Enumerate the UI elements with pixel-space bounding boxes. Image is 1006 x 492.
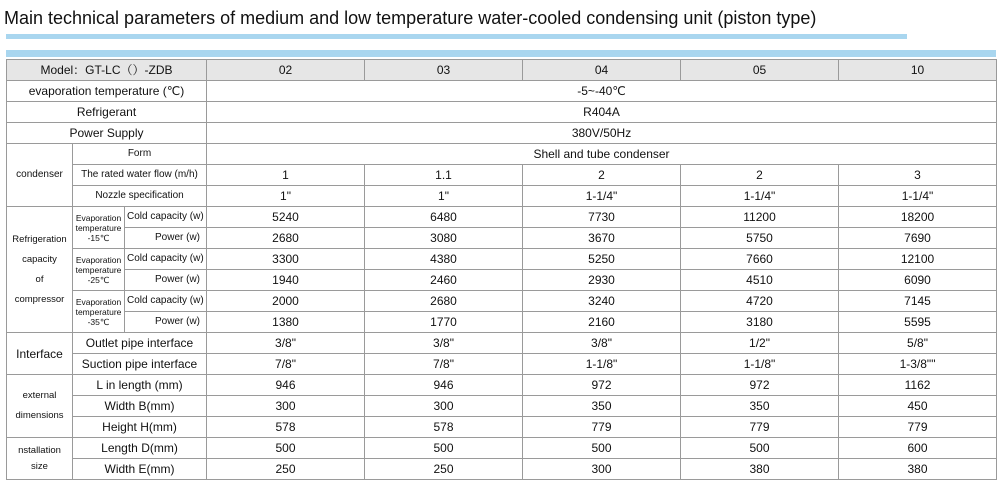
cell: 2000 [207,291,365,312]
cell: 946 [207,375,365,396]
evap-line: -25℃ [87,274,110,285]
cell: 3300 [207,249,365,270]
row-label: Suction pipe interface [73,354,207,375]
cell: 380 [839,459,997,480]
row-label: Power Supply [7,123,207,144]
evap-line: -35℃ [87,316,110,327]
row-value: Shell and tube condenser [207,144,997,165]
cell: 3/8" [365,333,523,354]
group-line: Refrigeration [12,233,67,245]
row-label: evaporation temperature (℃) [7,81,207,102]
evap-line: -15℃ [87,232,110,243]
install-length-row [7,438,997,459]
cell: 2 [681,165,839,186]
cell: 1-1/8" [681,354,839,375]
evap-temp-label [73,207,125,249]
cold-row-15 [7,207,997,228]
cell: 779 [839,417,997,438]
model-03: 03 [365,60,523,81]
cell: 3 [839,165,997,186]
power-label: Power (w) [125,270,207,291]
cell: 300 [207,396,365,417]
cell: 946 [365,375,523,396]
row-label: Height H(mm) [73,417,207,438]
cell: 4510 [681,270,839,291]
cell: 1" [207,186,365,207]
evap-temp-label [73,249,125,291]
cell: 18200 [839,207,997,228]
cell: 500 [681,438,839,459]
cell: 1/2" [681,333,839,354]
cell: 3080 [365,228,523,249]
length-row [7,375,997,396]
cell: 380 [681,459,839,480]
cell: 1-1/4" [839,186,997,207]
cell: 578 [365,417,523,438]
cell: 300 [523,459,681,480]
model-02: 02 [207,60,365,81]
cell: 450 [839,396,997,417]
refrigerant-row [7,102,997,123]
cell: 2930 [523,270,681,291]
model-10: 10 [839,60,997,81]
condenser-form-row [7,144,997,165]
cell: 3/8" [523,333,681,354]
evap-line: Evaporation [75,254,122,265]
cold-label: Cold capacity (w) [125,249,207,270]
cell: 350 [681,396,839,417]
row-label: Nozzle specification [73,186,207,207]
row-label: Refrigerant [7,102,207,123]
power-row-25 [7,270,997,291]
cell: 7730 [523,207,681,228]
cell: 12100 [839,249,997,270]
evap-line: Evaporation [75,296,122,307]
row-value: -5~-40℃ [207,81,997,102]
cell: 779 [523,417,681,438]
cell: 7660 [681,249,839,270]
cell: 1-3/8"" [839,354,997,375]
cell: 5/8" [839,333,997,354]
cell: 7690 [839,228,997,249]
cell: 972 [523,375,681,396]
cell: 350 [523,396,681,417]
cell: 1940 [207,270,365,291]
group-line: capacity [22,253,57,265]
cell: 1 [207,165,365,186]
cell: 300 [365,396,523,417]
cold-label: Cold capacity (w) [125,207,207,228]
table-top-bar [6,50,996,57]
cell: 600 [839,438,997,459]
cell: 2460 [365,270,523,291]
cell: 1-1/4" [681,186,839,207]
cell: 500 [365,438,523,459]
width-row [7,396,997,417]
title-underline [6,34,907,39]
interface-group-label: Interface [7,333,73,375]
spec-table [6,59,997,480]
row-value: R404A [207,102,997,123]
cell: 6480 [365,207,523,228]
group-line: dimensions [15,410,64,421]
cell: 7145 [839,291,997,312]
evap-line: Evaporation [75,212,122,223]
refrigeration-group-label [7,207,73,333]
cell: 500 [207,438,365,459]
cell: 578 [207,417,365,438]
installation-group-label [7,438,73,480]
cell: 500 [523,438,681,459]
cold-row-25 [7,249,997,270]
cell: 972 [681,375,839,396]
cell: 2 [523,165,681,186]
water-flow-row [7,165,997,186]
cell: 5250 [523,249,681,270]
cell: 1770 [365,312,523,333]
cell: 4720 [681,291,839,312]
group-line: of [35,273,44,285]
cell: 1-1/4" [523,186,681,207]
power-row-15 [7,228,997,249]
cell: 3240 [523,291,681,312]
cell: 250 [207,459,365,480]
model-04: 04 [523,60,681,81]
cell: 250 [365,459,523,480]
cold-row-35 [7,291,997,312]
condenser-group-label: condenser [7,144,73,207]
row-label: Width E(mm) [73,459,207,480]
cell: 4380 [365,249,523,270]
cell: 1380 [207,312,365,333]
cell: 3670 [523,228,681,249]
evap-line: temperature [75,306,122,317]
group-line: compressor [14,293,65,305]
cell: 5595 [839,312,997,333]
cell: 6090 [839,270,997,291]
cell: 2160 [523,312,681,333]
row-label: L in length (mm) [73,375,207,396]
cell: 2680 [207,228,365,249]
dimensions-group-label [7,375,73,438]
evap-temp-label [73,291,125,333]
model-05: 05 [681,60,839,81]
cell: 779 [681,417,839,438]
group-line: external [22,390,57,401]
group-line: nstallation [18,444,61,456]
cell: 7/8" [365,354,523,375]
cell: 1-1/8" [523,354,681,375]
evap-temp-row [7,81,997,102]
row-label: Length D(mm) [73,438,207,459]
power-label: Power (w) [125,312,207,333]
row-label: Outlet pipe interface [73,333,207,354]
cold-label: Cold capacity (w) [125,291,207,312]
evap-line: temperature [75,264,122,275]
outlet-row [7,333,997,354]
cell: 3180 [681,312,839,333]
power-supply-row [7,123,997,144]
cell: 11200 [681,207,839,228]
row-value: 380V/50Hz [207,123,997,144]
header-row [7,60,997,81]
cell: 5240 [207,207,365,228]
nozzle-row [7,186,997,207]
height-row [7,417,997,438]
suction-row [7,354,997,375]
cell: 1162 [839,375,997,396]
evap-line: temperature [75,222,122,233]
install-width-row [7,459,997,480]
row-label: The rated water flow (m/h) [73,165,207,186]
page-title: Main technical parameters of medium and low temperature water-cooled condensing unit (piston type) [4,8,817,28]
cell: 1.1 [365,165,523,186]
cell: 1" [365,186,523,207]
cell: 2680 [365,291,523,312]
power-row-35 [7,312,997,333]
cell: 5750 [681,228,839,249]
model-label: Model：GT-LC（）-ZDB [7,60,207,81]
group-line: size [31,460,48,472]
cell: 7/8" [207,354,365,375]
row-label: Width B(mm) [73,396,207,417]
row-label: Form [73,144,207,165]
power-label: Power (w) [125,228,207,249]
cell: 3/8" [207,333,365,354]
